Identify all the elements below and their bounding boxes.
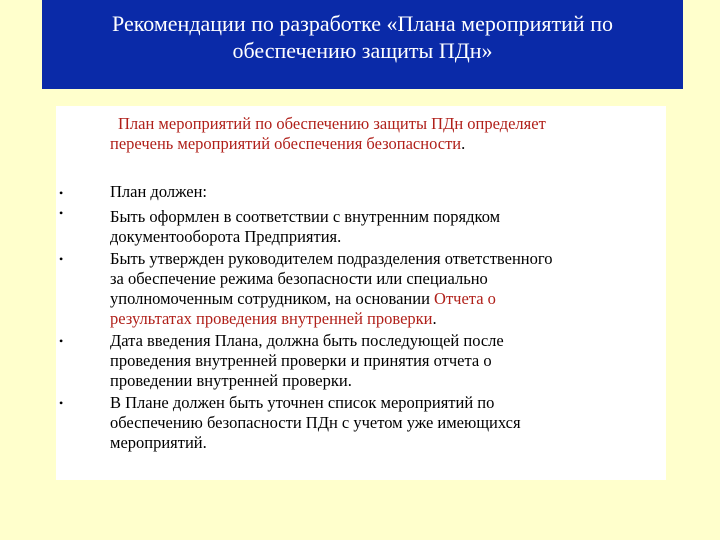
list-item-3-line-4 (110, 309, 437, 329)
title-line-2: обеспечению защиты ПДн» (232, 38, 493, 63)
list-item-3-line-4-period: . (432, 309, 437, 328)
intro-line-2-period: . (461, 134, 466, 153)
report-reference-start: Отчета о (434, 289, 496, 308)
list-item-1-line-1: План должен: (110, 182, 208, 201)
list-item-3-line-3 (110, 289, 496, 309)
list-item-5-line-3: мероприятий. (110, 433, 207, 452)
list-item-2-line-1: Быть оформлен в соответствии с внутренним порядком (110, 207, 501, 226)
list-item-3-line-3-text: уполномоченным сотрудником, на основании (110, 289, 435, 308)
list-item-4-line-3: проведении внутренней проверки. (110, 371, 352, 390)
title-line-1: Рекомендации по разработке «Плана мероприятий по (112, 11, 613, 36)
list-item-5-line-1: В Плане должен быть уточнен список мероприятий по (110, 393, 495, 412)
bullet-marker: • (59, 206, 64, 220)
list-item-4-line-2: проведения внутренней проверки и принятия отчета о (110, 351, 492, 370)
list-item-4-line-1: Дата введения Плана, должна быть последующей после (110, 331, 504, 350)
intro-line-1: План мероприятий по обеспечению защиты ПДн определяет (118, 114, 546, 133)
bullet-marker: • (59, 334, 64, 348)
bullet-marker: • (59, 252, 64, 266)
bullet-marker: • (59, 186, 64, 200)
intro-line-2-text: перечень мероприятий обеспечения безопасности (110, 134, 462, 153)
list-item-5-line-2: обеспечению безопасности ПДн с учетом уже имеющихся (110, 413, 521, 432)
report-reference-end: результатах проведения внутренней проверки (110, 309, 433, 328)
bullet-marker: • (59, 396, 64, 410)
list-item-3-line-1: Быть утвержден руководителем подразделения ответственного (110, 249, 553, 268)
list-item-3-line-2: за обеспечение режима безопасности или специально (110, 269, 488, 288)
list-item-2-line-2: документооборота Предприятия. (110, 227, 342, 246)
